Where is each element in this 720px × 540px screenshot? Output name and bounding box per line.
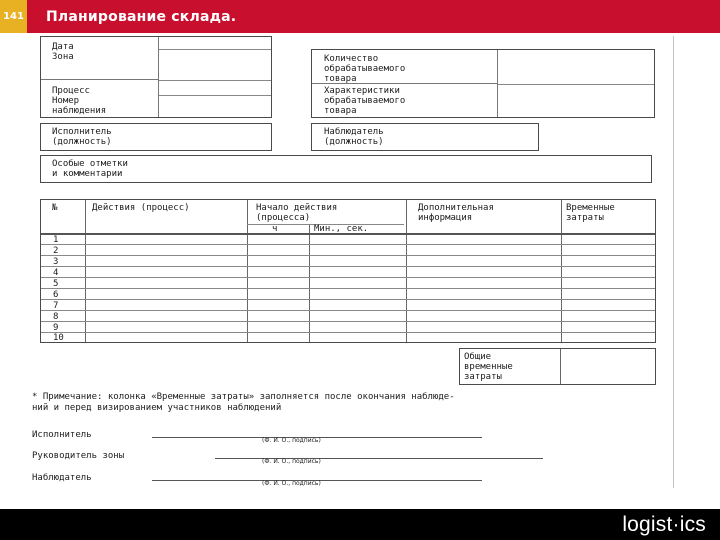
row-divider [41,244,655,245]
column-start-minutes: Мин., сек. [314,224,369,234]
column-info-header: Дополнительная информация [418,203,494,223]
row-divider [41,310,655,311]
row-number: 2 [53,246,59,256]
row-divider [41,299,655,300]
row-number: 6 [53,290,59,300]
characteristics-label: Характеристики обрабатываемого товара [324,86,406,116]
row-number: 9 [53,323,59,333]
notes-box [40,155,652,183]
row-number: 1 [53,235,59,245]
row-divider [41,321,655,322]
row-divider [41,332,655,333]
row-number: 10 [53,333,64,343]
column-actions-header: Действия (процесс) [92,203,190,213]
process-label: Процесс [52,86,90,96]
slide-number: 141 [0,0,27,33]
row-divider [41,266,655,267]
logistics-logo: logist·ics [622,513,706,536]
row-divider [41,255,655,256]
signature-role-zone-manager: Руководитель зоны [32,451,125,461]
column-number-header: № [52,203,58,213]
divider [159,49,271,50]
observation-table [40,199,656,343]
row-number: 4 [53,268,59,278]
row-divider [41,288,655,289]
column-start-hours: ч [272,224,278,234]
row-number: 7 [53,301,59,311]
slide-footer [0,509,720,540]
column-start-header: Начало действия (процесса) [256,203,338,223]
zone-label: Зона [52,52,74,62]
slide-title: Планирование склада. [46,9,237,25]
column-divider [309,224,310,342]
divider [498,84,654,85]
signature-role-executor: Исполнитель [32,430,92,440]
row-number: 5 [53,279,59,289]
signature-hint: (Ф. И. О., подпись) [262,480,321,487]
signature-hint: (Ф. И. О., подпись) [262,437,321,444]
signature-role-observer: Наблюдатель [32,473,92,483]
observer-label: Наблюдатель (должность) [324,127,384,147]
row-number: 8 [53,312,59,322]
row-divider [41,277,655,278]
quantity-label: Количество обрабатываемого товара [324,54,406,84]
footnote: * Примечание: колонка «Временные затраты» заполняется после окончания наблюде- ний и перед визированием участников наблюдений [32,392,455,413]
row-number: 3 [53,257,59,267]
column-divider [560,349,561,384]
divider [159,95,271,96]
signature-hint: (Ф. И. О., подпись) [262,458,321,465]
total-time-label: Общие временные затраты [464,352,513,382]
notes-label: Особые отметки и комментарии [52,159,128,179]
divider [159,80,271,81]
executor-label: Исполнитель (должность) [52,127,112,147]
observation-number-label: Номер наблюдения [52,96,107,116]
date-label: Дата [52,42,74,52]
column-time-header: Временные затраты [566,203,615,223]
